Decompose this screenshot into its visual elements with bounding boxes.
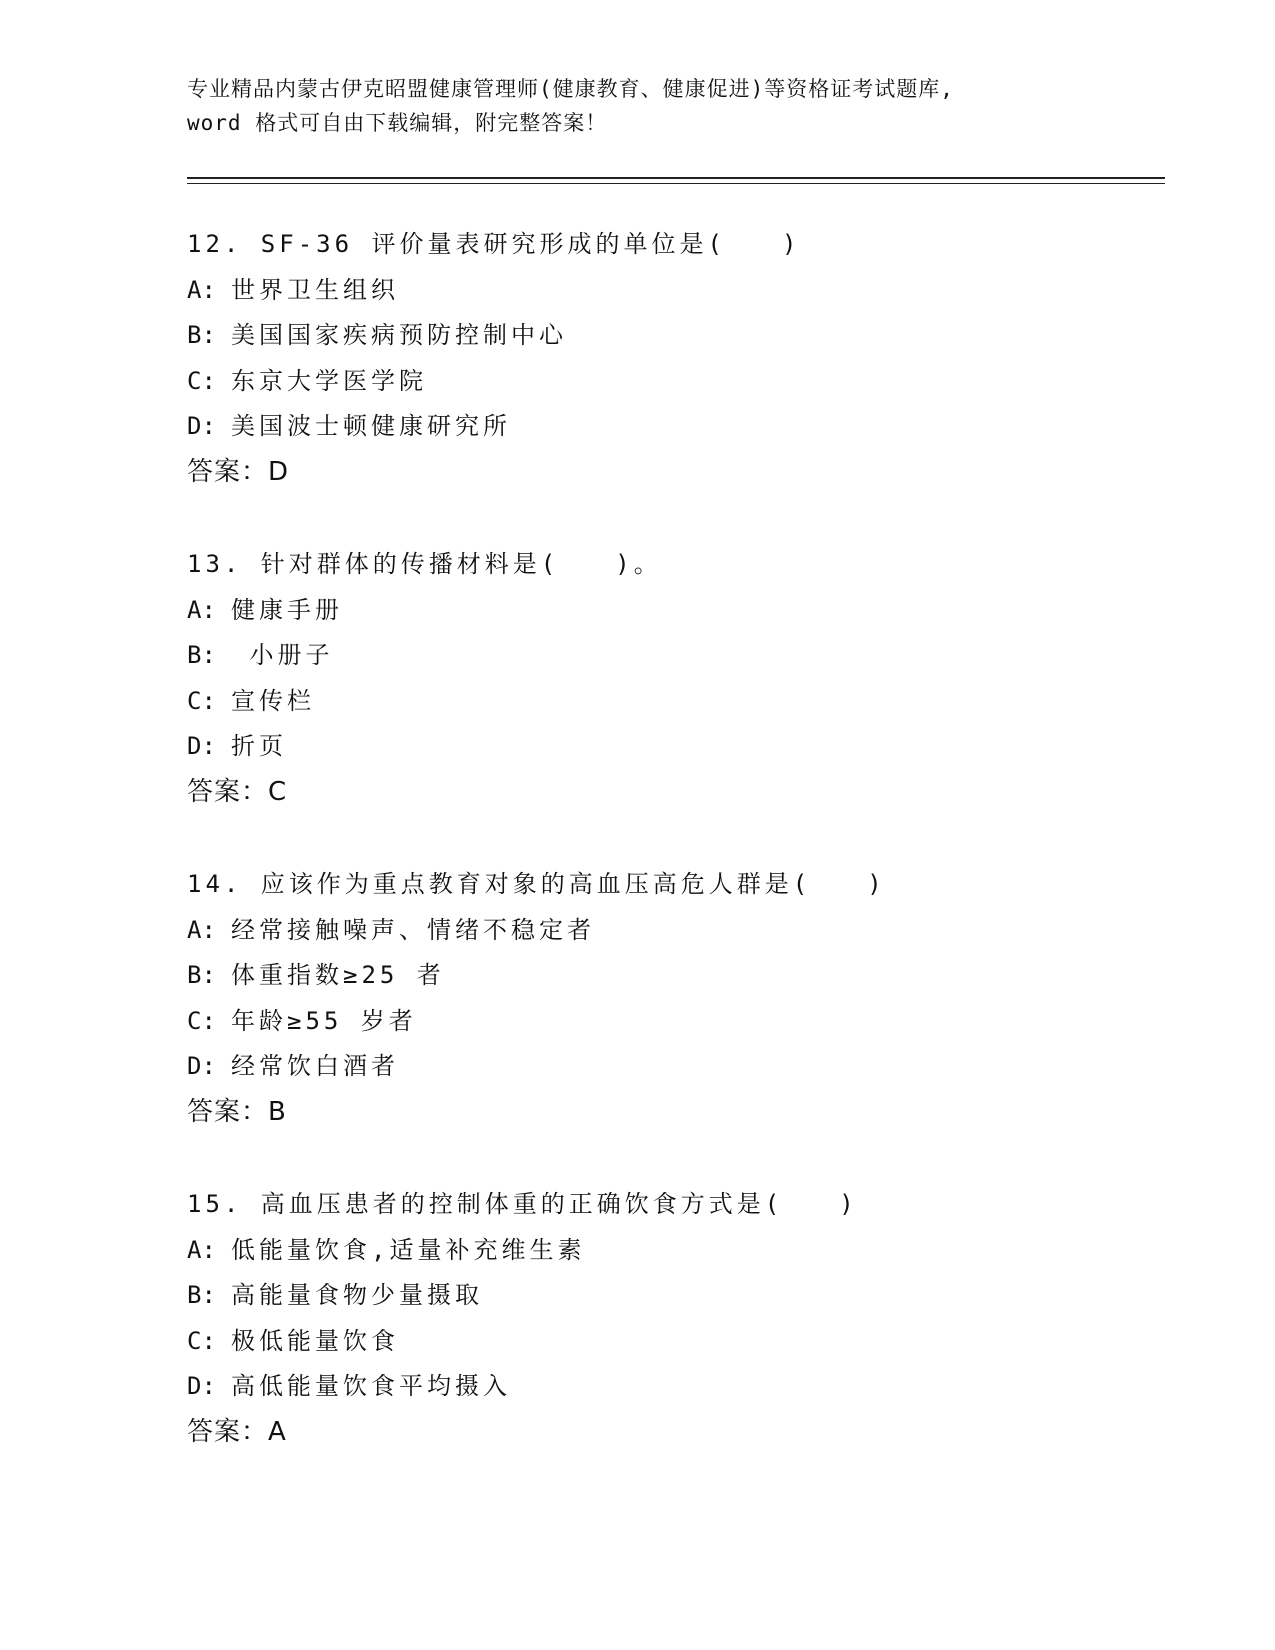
option-text: 极低能量饮食 bbox=[231, 1326, 399, 1355]
option-b bbox=[187, 953, 1167, 999]
option-a bbox=[187, 588, 1167, 634]
option-text: 折页 bbox=[231, 732, 287, 760]
option-a bbox=[187, 908, 1167, 954]
option-key: D: bbox=[187, 412, 216, 440]
option-text: 体重指数≥25 者 bbox=[231, 961, 445, 989]
option-key: C: bbox=[187, 686, 216, 715]
question-12 bbox=[187, 222, 1167, 495]
option-a bbox=[187, 1228, 1167, 1274]
option-key: A: bbox=[187, 915, 216, 944]
header-divider-thin bbox=[187, 183, 1165, 184]
option-key: B: bbox=[187, 641, 216, 669]
option-key: B: bbox=[187, 1281, 216, 1309]
header-line-1: 专业精品内蒙古伊克昭盟健康管理师(健康教育、健康促进)等资格证考试题库, bbox=[187, 77, 954, 101]
option-a bbox=[187, 268, 1167, 314]
option-text: 东京大学医学院 bbox=[231, 366, 427, 395]
option-c bbox=[187, 999, 1167, 1045]
option-d bbox=[187, 1044, 1167, 1090]
answer-line: 答案：B bbox=[187, 1096, 287, 1127]
option-c bbox=[187, 1319, 1167, 1365]
option-text: 高能量食物少量摄取 bbox=[231, 1281, 483, 1309]
question-stem: 12. SF-36 评价量表研究形成的单位是( ) bbox=[187, 230, 801, 258]
option-text: 健康手册 bbox=[231, 595, 343, 624]
option-key: A: bbox=[187, 1235, 216, 1264]
document-header bbox=[187, 72, 1087, 140]
option-d bbox=[187, 724, 1167, 770]
header-line-2: word 格式可自由下载编辑，附完整答案！ bbox=[187, 111, 608, 135]
option-d bbox=[187, 404, 1167, 450]
option-text: 经常饮白酒者 bbox=[231, 1052, 399, 1080]
question-stem: 14. 应该作为重点教育对象的高血压高危人群是( ) bbox=[187, 870, 886, 898]
option-key: D: bbox=[187, 732, 216, 760]
question-stem: 15. 高血压患者的控制体重的正确饮食方式是( ) bbox=[187, 1190, 858, 1218]
option-text: 小册子 bbox=[231, 641, 334, 669]
option-text: 美国波士顿健康研究所 bbox=[231, 412, 511, 440]
option-text: 美国国家疾病预防控制中心 bbox=[231, 321, 567, 349]
option-key: B: bbox=[187, 961, 216, 989]
option-text: 经常接触噪声、情绪不稳定者 bbox=[231, 915, 595, 944]
option-text: 世界卫生组织 bbox=[231, 275, 399, 304]
option-d bbox=[187, 1364, 1167, 1410]
option-key: D: bbox=[187, 1052, 216, 1080]
option-b bbox=[187, 313, 1167, 359]
option-b bbox=[187, 1273, 1167, 1319]
answer-line: 答案：D bbox=[187, 456, 290, 487]
answer-line: 答案：A bbox=[187, 1416, 287, 1447]
option-key: C: bbox=[187, 1006, 216, 1035]
question-14 bbox=[187, 862, 1167, 1135]
option-c bbox=[187, 359, 1167, 405]
option-key: D: bbox=[187, 1372, 216, 1400]
question-13 bbox=[187, 542, 1167, 815]
answer-line: 答案：C bbox=[187, 776, 288, 807]
option-b bbox=[187, 633, 1167, 679]
option-key: B: bbox=[187, 321, 216, 349]
option-text: 宣传栏 bbox=[231, 686, 315, 715]
option-key: A: bbox=[187, 275, 216, 304]
option-key: A: bbox=[187, 595, 216, 624]
option-text: 年龄≥55 岁者 bbox=[231, 1006, 417, 1035]
option-c bbox=[187, 679, 1167, 725]
question-stem: 13. 针对群体的传播材料是( )。 bbox=[187, 550, 662, 578]
question-15 bbox=[187, 1182, 1167, 1455]
option-text: 低能量饮食,适量补充维生素 bbox=[231, 1235, 586, 1264]
header-divider-thick bbox=[187, 177, 1165, 179]
option-key: C: bbox=[187, 366, 216, 395]
option-key: C: bbox=[187, 1326, 216, 1355]
option-text: 高低能量饮食平均摄入 bbox=[231, 1372, 511, 1400]
